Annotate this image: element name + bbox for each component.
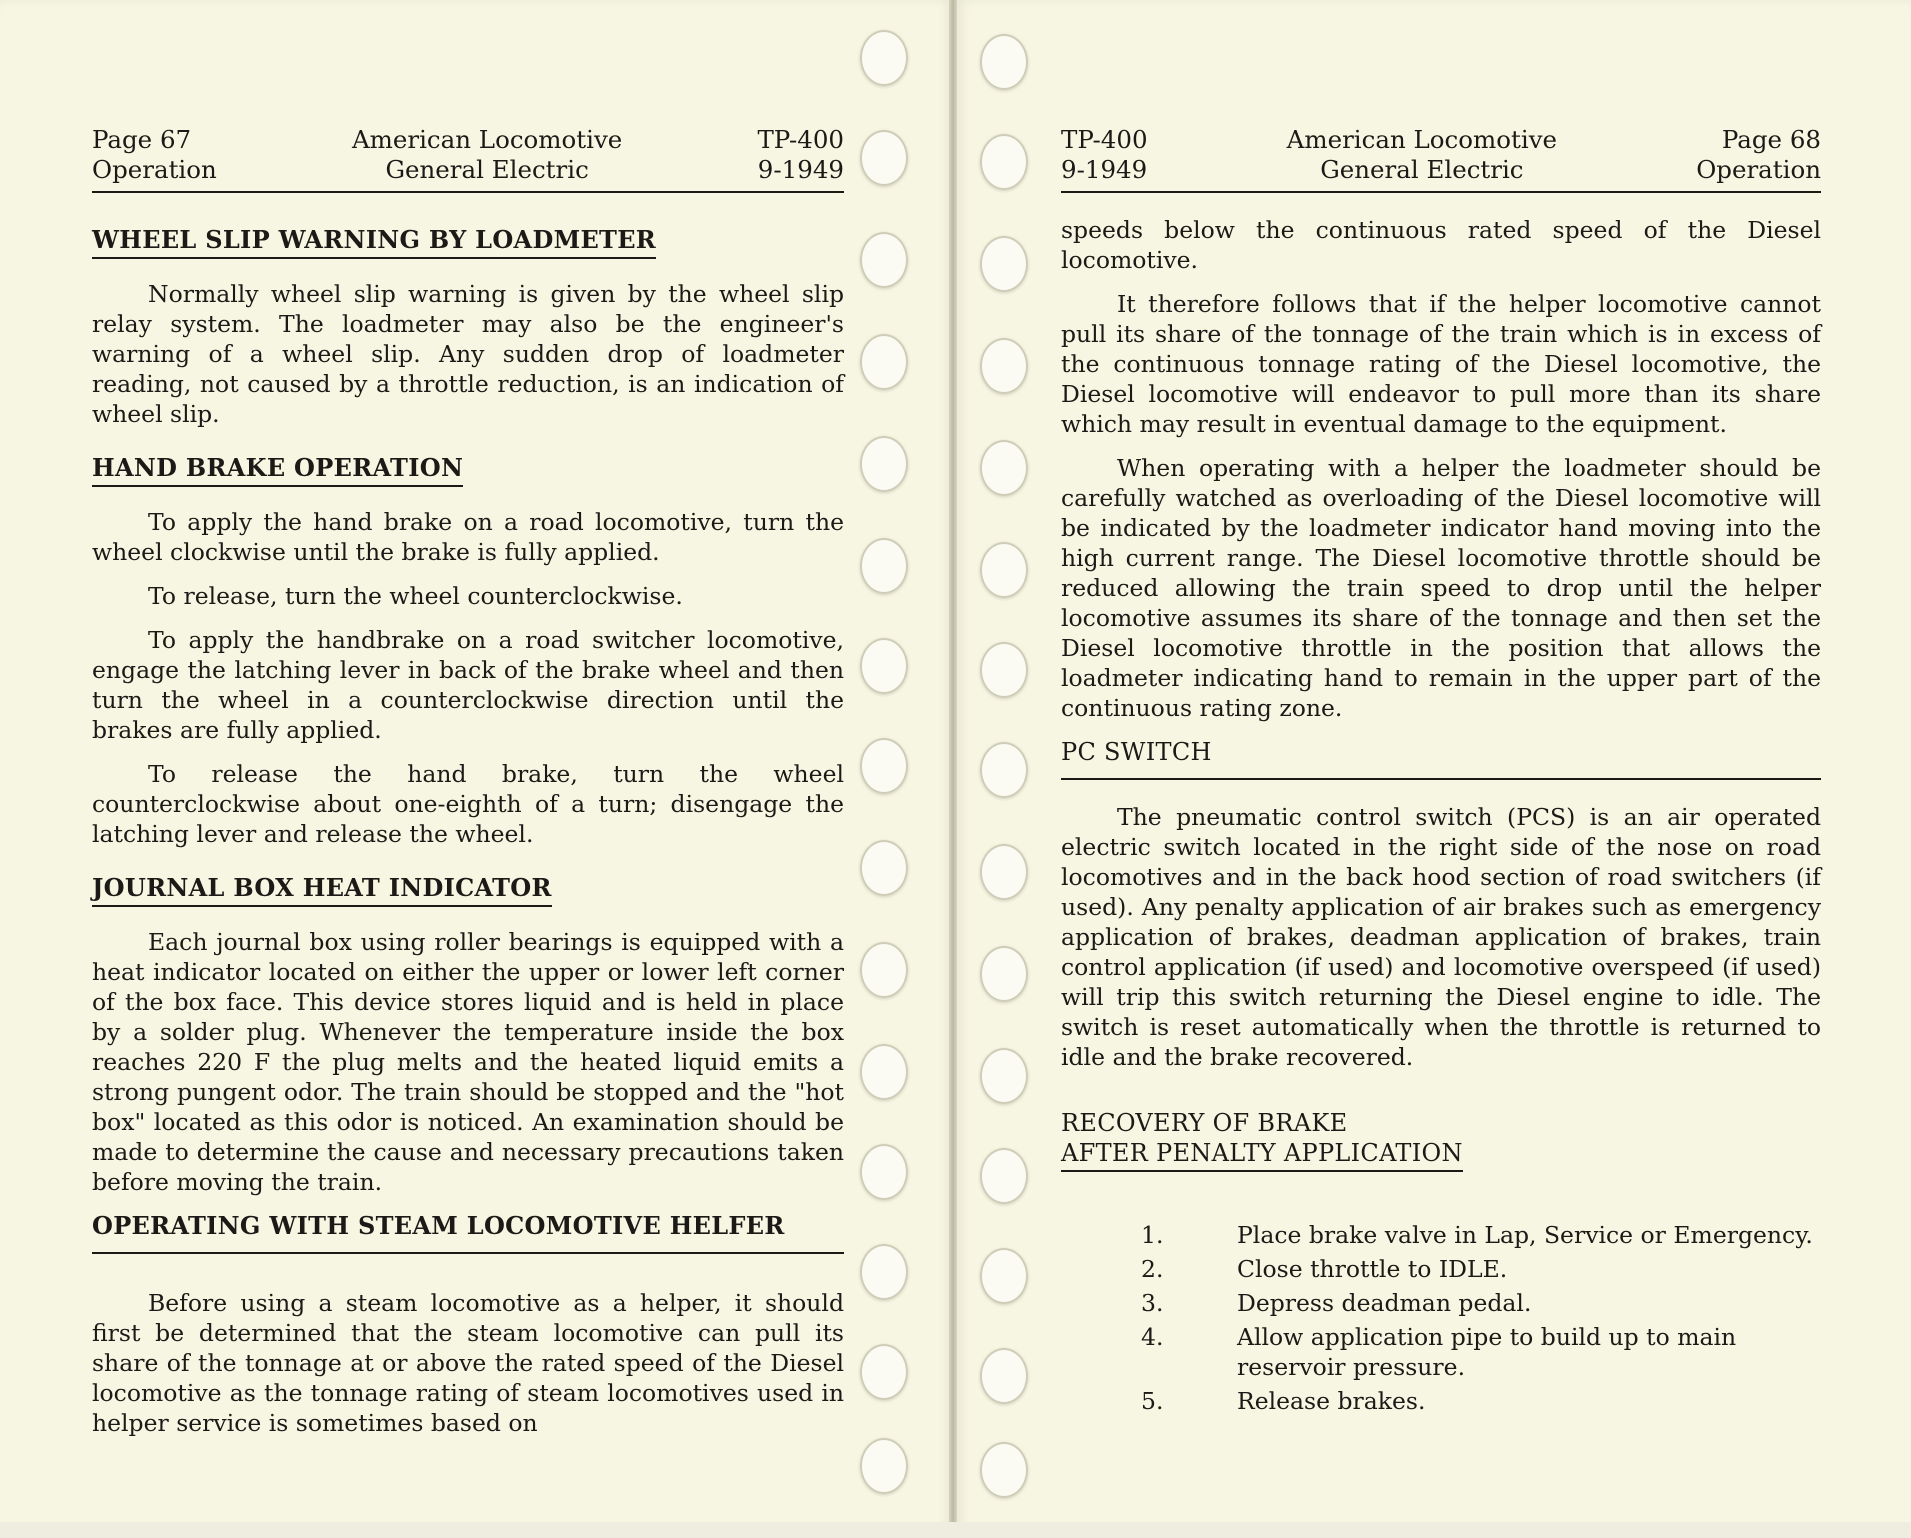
right-header-right (1696, 125, 1821, 185)
section-heading (92, 225, 656, 259)
paragraph: Before using a steam locomotive as a helper, it should first be determined that the steam locomotive can pull its share of the tonnage at or above the rated speed of the Diesel locomotive as the tonnage rating of steam locomotives used in helper service is sometimes based on (92, 1289, 844, 1437)
heading-wheel-slip: WHEEL SLIP WARNING BY LOADMETER (92, 225, 657, 254)
doc-id: TP-400 (1061, 125, 1148, 154)
paragraph: To apply the hand brake on a road locomotive, turn the wheel clockwise until the brake is fully applied. (92, 508, 844, 566)
recovery-steps-list (1061, 1220, 1821, 1416)
binding-hole (980, 338, 1028, 394)
paragraph: To release the hand brake, turn the wheel counterclockwise about one-eighth of a turn; disengage the latching lever and release the wheel. (92, 760, 844, 848)
binding-hole (860, 738, 908, 794)
binding-hole (860, 1438, 908, 1494)
binding-hole (860, 436, 908, 492)
list-item (1061, 1322, 1821, 1382)
section-heading (92, 453, 463, 487)
binding-hole (980, 1048, 1028, 1104)
paragraph: To apply the handbrake on a road switcher locomotive, engage the latching lever in back of the brake wheel and then turn the wheel in a counterclockwise direction until the brakes are fully applied. (92, 626, 844, 744)
section-heading (92, 873, 552, 907)
binding-hole (860, 840, 908, 896)
heading-journal-box: JOURNAL BOX HEAT INDICATOR (92, 873, 552, 902)
paragraph: Each journal box using roller bearings is equipped with a heat indicator located on either the upper or lower left corner of the box face. This device stores liquid and is held in place by a solder plug. Whenever the temperature inside the box reaches 220 F the plug melts and the heated liquid emits a strong pungent odor. The train should be stopped and the "hot box" located as this odor is noticed. An examination should be made to determine the cause and necessary precautions taken before moving the train. (92, 928, 844, 1196)
binding-hole (860, 1144, 908, 1200)
page-number: Page 68 (1721, 125, 1821, 154)
step-text: Allow application pipe to build up to main reservoir pressure. (1237, 1323, 1737, 1381)
binding-hole (980, 34, 1028, 90)
binding-hole (860, 30, 908, 86)
heading-recovery-line-2: AFTER PENALTY APPLICATION (1061, 1139, 1463, 1167)
left-page (0, 0, 952, 1538)
company-line-1: American Locomotive (351, 125, 623, 154)
binding-hole (980, 1442, 1028, 1498)
binding-hole (860, 538, 908, 594)
step-number: 3. (1141, 1289, 1164, 1317)
list-item (1061, 1288, 1821, 1318)
section-name: Operation (92, 155, 217, 184)
company-line-1: American Locomotive (1286, 125, 1558, 154)
binding-hole (980, 642, 1028, 698)
binding-hole (980, 134, 1028, 190)
section-heading (1061, 737, 1821, 780)
step-number: 2. (1141, 1255, 1164, 1283)
left-page-header (92, 125, 844, 193)
left-column (92, 125, 844, 1452)
right-header-left (1061, 125, 1148, 185)
company-line-2: General Electric (1320, 155, 1524, 184)
heading-recovery-line-1: RECOVERY OF BRAKE (1061, 1109, 1348, 1137)
paragraph: To release, turn the wheel counterclockwise. (148, 582, 683, 610)
binding-hole (980, 844, 1028, 900)
binding-hole (860, 942, 908, 998)
right-page-header (1061, 125, 1821, 193)
paragraph: When operating with a helper the loadmeter should be carefully watched as overloading of the Diesel locomotive will be indicated by the loadmeter indicator hand moving into the high current range. The Diesel locomotive throttle should be reduced allowing the train speed to drop until the helper locomotive assumes its share of the tonnage and then set the Diesel locomotive throttle in the position that allows the loadmeter indicating hand to remain in the upper part of the continuous rating zone. (1061, 454, 1821, 722)
binding-hole (860, 334, 908, 390)
left-header-center (217, 125, 758, 185)
binding-holes-right (980, 0, 1040, 1538)
binding-hole (980, 440, 1028, 496)
section-heading (1061, 1108, 1463, 1172)
step-number: 1. (1141, 1221, 1164, 1249)
company-line-2: General Electric (385, 155, 589, 184)
binding-hole (860, 1044, 908, 1100)
binding-hole (860, 1244, 908, 1300)
paragraph: speeds below the continuous rated speed of the Diesel locomotive. (1061, 216, 1821, 274)
binding-hole (980, 236, 1028, 292)
binding-hole (980, 1148, 1028, 1204)
binding-hole (980, 946, 1028, 1002)
doc-date: 9-1949 (1061, 155, 1148, 184)
list-item (1061, 1386, 1821, 1416)
right-header-center (1148, 125, 1697, 185)
paragraph: It therefore follows that if the helper locomotive cannot pull its share of the tonnage of the train which is in excess of the continuous tonnage rating of the Diesel locomotive, the Diesel locomotive will endeavor to pull more than its share which may result in eventual damage to the equipment. (1061, 290, 1821, 438)
heading-pc-switch: PC SWITCH (1061, 738, 1212, 766)
page-number: Page 67 (92, 125, 192, 154)
binding-hole (980, 1248, 1028, 1304)
right-page (956, 0, 1911, 1538)
page-bottom-edge (0, 1522, 1911, 1538)
heading-hand-brake: HAND BRAKE OPERATION (92, 453, 464, 482)
binding-holes-left (860, 0, 920, 1538)
step-number: 5. (1141, 1387, 1164, 1415)
section-heading (92, 1211, 844, 1254)
heading-steam-helper: OPERATING WITH STEAM LOCOMOTIVE HELFER (92, 1211, 785, 1240)
doc-date: 9-1949 (757, 155, 844, 184)
section-name: Operation (1696, 155, 1821, 184)
doc-id: TP-400 (757, 125, 844, 154)
step-text: Place brake valve in Lap, Service or Emergency. (1237, 1221, 1813, 1249)
left-header-left (92, 125, 217, 185)
paragraph: The pneumatic control switch (PCS) is an air operated electric switch located in the right side of the nose on road locomotives and in the back hood section of road switchers (if used). Any penalty application of air brakes such as emergency application of brakes, deadman application of brakes, train control application (if used) and locomotive overspeed (if used) will trip this switch returning the Diesel engine to idle. The switch is reset automatically when the throttle is returned to idle and the brake recovered. (1061, 803, 1821, 1071)
binding-hole (980, 542, 1028, 598)
step-text: Close throttle to IDLE. (1237, 1255, 1508, 1283)
right-column (1061, 125, 1821, 1420)
step-text: Release brakes. (1237, 1387, 1426, 1415)
binding-hole (860, 232, 908, 288)
paragraph: Normally wheel slip warning is given by the wheel slip relay system. The loadmeter may also be the engineer's warning of a wheel slip. Any sudden drop of loadmeter reading, not caused by a throttle reduction, is an indication of wheel slip. (92, 280, 844, 428)
step-text: Depress deadman pedal. (1237, 1289, 1532, 1317)
binding-hole (980, 742, 1028, 798)
left-header-right (757, 125, 844, 185)
binding-hole (860, 130, 908, 186)
book-gutter (949, 0, 957, 1538)
binding-hole (860, 638, 908, 694)
step-number: 4. (1141, 1323, 1164, 1351)
binding-hole (980, 1348, 1028, 1404)
list-item (1061, 1254, 1821, 1284)
binding-hole (860, 1344, 908, 1400)
list-item (1061, 1220, 1821, 1250)
